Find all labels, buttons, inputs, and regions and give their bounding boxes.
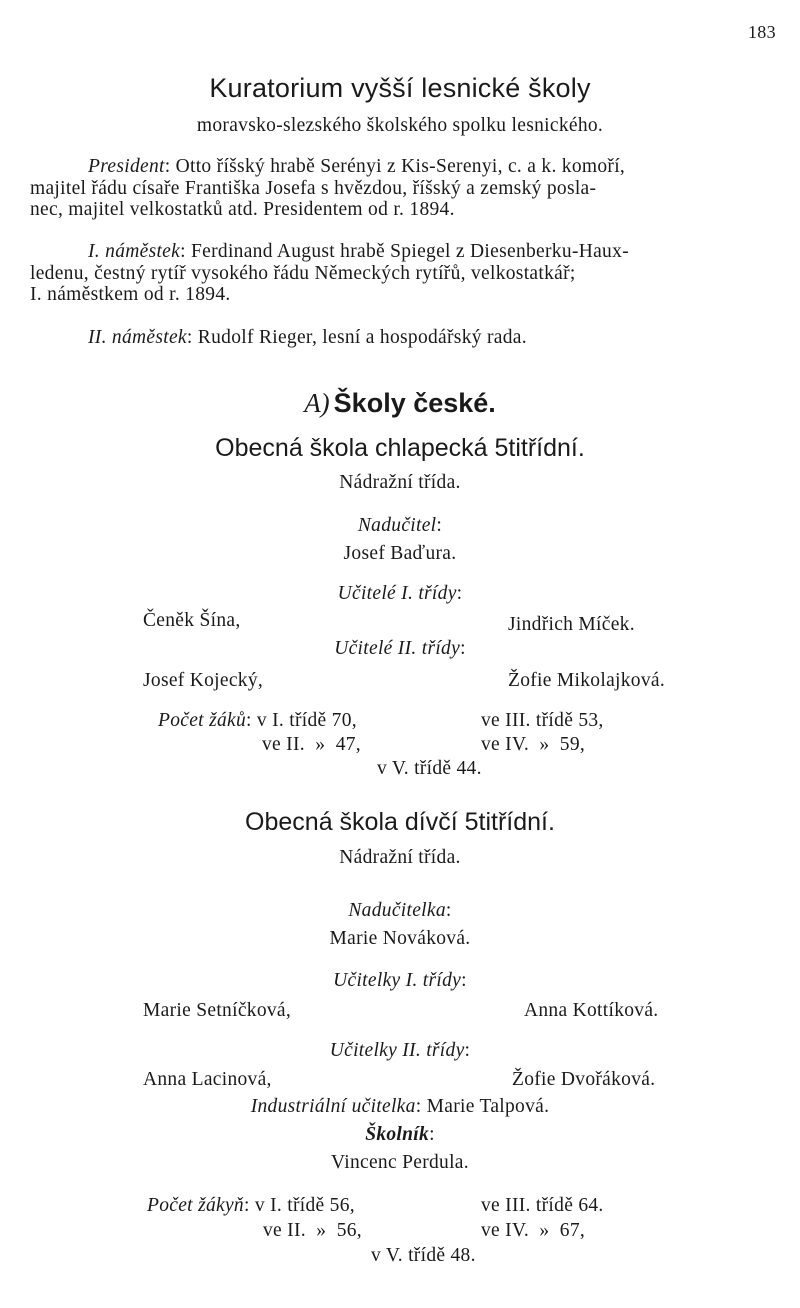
- boys-count-row-1-right: ve III. třídě 53,: [481, 710, 604, 731]
- girls-head-name: Marie Nováková.: [329, 928, 471, 949]
- president-text-2: majitel řádu císaře Františka Josefa s hvězdou, říšský a zemský posla-: [30, 177, 597, 199]
- girls-class1-label: Učitelky I. třídy: [333, 970, 462, 991]
- girls-count-row-1-left: [147, 1195, 355, 1217]
- girls-count-row-3: v V. třídě 48.: [371, 1245, 476, 1266]
- boys-count-row-3: v V. třídě 44.: [377, 758, 482, 779]
- boys-head-label-colon: :: [436, 515, 443, 536]
- section-heading: [0, 388, 800, 419]
- girls-head-label: Nadučitelka: [348, 900, 446, 921]
- boys-class2-label-line: Učitelé II. třídy:: [334, 638, 466, 659]
- first-deputy-text-2: ledenu, čestný rytíř vysokého řádu Německých rytířů, velkostatkář;: [30, 262, 576, 284]
- girls-industrial-line: [0, 1096, 800, 1118]
- girls-industrial-label: Industriální učitelka: [250, 1096, 416, 1117]
- boys-head-name: Josef Baďura.: [343, 543, 457, 564]
- boys-class1-left: Čeněk Šína,: [143, 610, 241, 631]
- girls-janitor-label-line: Školník:: [365, 1124, 435, 1145]
- girls-class2-label: Učitelky II. třídy: [329, 1040, 465, 1061]
- girls-count-r1-left-text: : v I. třídě 56,: [243, 1195, 355, 1216]
- boys-class2-right: Žofie Mikolajková.: [508, 670, 666, 691]
- first-deputy-text-3: I. náměstkem od r. 1894.: [30, 284, 231, 305]
- boys-class2-label: Učitelé II. třídy: [334, 638, 461, 659]
- girls-school-address: Nádražní třída.: [339, 847, 461, 868]
- second-deputy-text: : Rudolf Rieger, lesní a hospodářský rada.: [186, 327, 527, 348]
- president-paragraph: [30, 156, 790, 221]
- girls-class1-right: Anna Kottíková.: [524, 1000, 659, 1021]
- girls-count-row-2-left: ve II. » 56,: [263, 1220, 362, 1241]
- boys-school-address: Nádražní třída.: [339, 472, 461, 493]
- boys-class1-label-line: Učitelé I. třídy:: [337, 583, 463, 604]
- boys-count-row-2-right: ve IV. » 59,: [481, 734, 586, 755]
- girls-industrial-name: : Marie Talpová.: [415, 1096, 550, 1117]
- girls-school-title: Obecná škola dívčí 5titřídní.: [245, 808, 555, 836]
- kuratorium-subtitle: moravsko-slezského školského spolku lesnického.: [196, 115, 604, 136]
- section-letter: A): [304, 388, 330, 418]
- second-deputy-paragraph: [30, 327, 790, 349]
- boys-head-label: Nadučitel: [357, 515, 437, 536]
- boys-count-row-1-left: [158, 710, 357, 732]
- girls-class2-label-line: Učitelky II. třídy:: [329, 1040, 471, 1061]
- boys-class1-label: Učitelé I. třídy: [337, 583, 457, 604]
- girls-class2-right: Žofie Dvořáková.: [512, 1069, 656, 1090]
- boys-count-r1-left-text: : v I. třídě 70,: [246, 710, 357, 731]
- section-title: Školy české.: [333, 388, 496, 418]
- first-deputy-text-1: : Ferdinand August hrabě Spiegel z Diesenberku-Haux-: [180, 241, 629, 262]
- first-deputy-label: I. náměstek: [88, 241, 181, 262]
- boys-head-label-line: [0, 515, 800, 537]
- girls-janitor-name: Vincenc Perdula.: [331, 1152, 469, 1173]
- boys-count-label: Počet žáků: [158, 710, 247, 731]
- girls-class1-label-line: Učitelky I. třídy:: [333, 970, 467, 991]
- girls-head-label-line: Nadučitelka:: [348, 900, 452, 921]
- second-deputy-label: II. náměstek: [88, 327, 187, 348]
- boys-school-title: Obecná škola chlapecká 5titřídní.: [215, 434, 585, 462]
- boys-class1-right: Jindřich Míček.: [508, 614, 635, 635]
- boys-class2-left: Josef Kojecký,: [143, 670, 264, 691]
- president-text-1: : Otto říšský hrabě Serényi z Kis-Serenyi, c. a k. komoří,: [164, 156, 626, 177]
- boys-count-row-2-left: ve II. » 47,: [262, 734, 361, 755]
- girls-class1-left: Marie Setníčková,: [143, 1000, 292, 1021]
- president-text-3: nec, majitel velkostatků atd. Presidentem od r. 1894.: [30, 199, 455, 220]
- girls-count-label: Počet žákyň: [147, 1195, 244, 1216]
- president-label: President: [88, 156, 165, 177]
- kuratorium-title: Kuratorium vyšší lesnické školy: [209, 73, 591, 103]
- girls-count-row-2-right: ve IV. » 67,: [481, 1220, 586, 1241]
- first-deputy-paragraph: [30, 241, 790, 306]
- girls-janitor-label: Školník: [365, 1124, 430, 1145]
- girls-class2-left: Anna Lacinová,: [143, 1069, 272, 1090]
- page-number: 183: [748, 22, 776, 42]
- girls-count-row-1-right: ve III. třídě 64.: [481, 1195, 604, 1216]
